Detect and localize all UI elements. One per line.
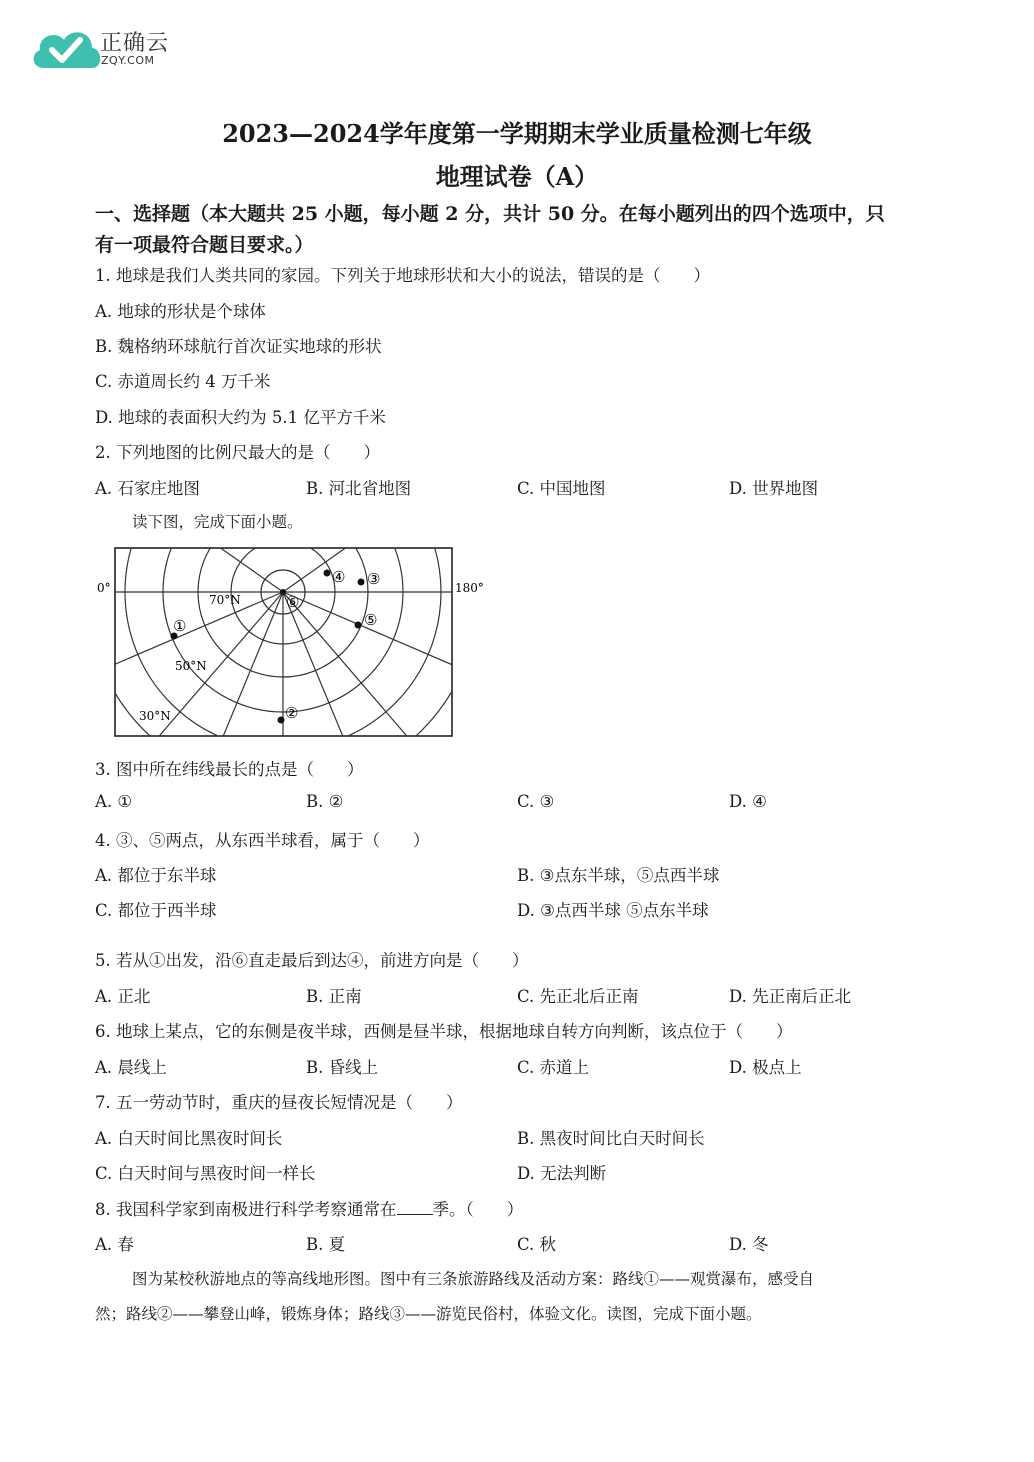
q5-option-a: A. 正北 — [95, 987, 151, 1006]
read-intro: 读下图，完成下面小题。 — [132, 513, 303, 531]
q7-option-d: D. 无法判断 — [517, 1164, 607, 1183]
q8-stem-before: 8. 我国科学家到南极进行科学考察通常在 — [95, 1200, 397, 1219]
q7-option-b: B. 黑夜时间比白天时间长 — [517, 1129, 705, 1148]
point-4 — [324, 570, 331, 577]
q2-option-a: A. 石家庄地图 — [95, 479, 200, 498]
q4-option-b: B. ③点东半球，⑤点西半球 — [517, 866, 720, 885]
q6-option-a: A. 晨线上 — [95, 1058, 167, 1077]
section-heading-line2: 有一项最符合题目要求。） — [95, 234, 314, 256]
q1-option-d: D. 地球的表面积大约为 5.1 亿平方千米 — [95, 408, 386, 427]
q5-option-b: B. 正南 — [306, 987, 362, 1006]
section-heading-line1: 一、选择题（本大题共 25 小题，每小题 2 分，共计 50 分。在每小题列出的四个选项中，只 — [95, 203, 885, 225]
q5-option-d: D. 先正南后正北 — [729, 987, 852, 1006]
map-label-180: 180° — [455, 581, 484, 595]
q7-option-a: A. 白天时间比黑夜时间长 — [95, 1129, 283, 1148]
q1-option-a: A. 地球的形状是个球体 — [95, 302, 266, 321]
exam-title: 2023—2024学年度第一学期期末学业质量检测七年级 — [222, 119, 812, 148]
brand-domain: ZQY.COM — [101, 54, 155, 67]
q3-option-c: C. ③ — [517, 792, 555, 811]
q8-answer-blank — [397, 1200, 433, 1215]
q6-option-d: D. 极点上 — [729, 1058, 802, 1077]
q4-stem: 4. ③、⑤两点，从东西半球看，属于（ ） — [95, 831, 430, 850]
q8-option-d: D. 冬 — [729, 1235, 769, 1254]
lat-label-50: 50°N — [175, 659, 207, 673]
q1-stem: 1. 地球是我们人类共同的家园。下列关于地球形状和大小的说法，错误的是（ ） — [95, 266, 710, 285]
polar-projection-map — [95, 540, 495, 744]
q8-stem-after: 季。（ ） — [432, 1200, 524, 1219]
passage-line1: 图为某校秋游地点的等高线地形图。图中有三条旅游路线及活动方案：路线①——观赏瀑布，感受自 — [132, 1270, 815, 1288]
point-2 — [278, 717, 285, 724]
point-label-4: ④ — [332, 568, 346, 586]
q7-option-c: C. 白天时间与黑夜时间一样长 — [95, 1164, 316, 1183]
q6-option-c: C. 赤道上 — [517, 1058, 590, 1077]
point-label-3: ③ — [367, 570, 381, 588]
q2-option-c: C. 中国地图 — [517, 479, 606, 498]
q8-stem — [95, 1196, 523, 1220]
point-5 — [355, 622, 362, 629]
point-label-6: ⑥ — [286, 593, 300, 611]
passage-line2: 然；路线②——攀登山峰，锻炼身体；路线③——游览民俗村，体验文化。读图，完成下面小题。 — [95, 1305, 762, 1323]
q3-option-d: D. ④ — [729, 792, 767, 811]
q2-option-d: D. 世界地图 — [729, 479, 819, 498]
q5-option-c: C. 先正北后正南 — [517, 987, 639, 1006]
q3-option-a: A. ① — [95, 792, 133, 811]
q1-option-b: B. 魏格纳环球航行首次证实地球的形状 — [95, 337, 382, 356]
point-3 — [358, 579, 365, 586]
exam-subtitle: 地理试卷（A） — [435, 162, 599, 191]
point-label-5: ⑤ — [364, 611, 378, 629]
q7-stem: 7. 五一劳动节时，重庆的昼夜长短情况是（ ） — [95, 1093, 463, 1112]
q2-stem: 2. 下列地图的比例尺最大的是（ ） — [95, 443, 380, 462]
map-label-0: 0° — [97, 581, 111, 595]
q8-option-a: A. 春 — [95, 1235, 134, 1254]
q6-stem: 6. 地球上某点，它的东侧是夜半球，西侧是昼半球，根据地球自转方向判断，该点位于（ ） — [95, 1022, 793, 1041]
q4-option-c: C. 都位于西半球 — [95, 901, 217, 920]
q5-stem: 5. 若从①出发，沿⑥直走最后到达④，前进方向是（ ） — [95, 951, 529, 970]
q1-option-c: C. 赤道周长约 4 万千米 — [95, 372, 271, 391]
q2-option-b: B. 河北省地图 — [306, 479, 412, 498]
q4-option-d: D. ③点西半球 ⑤点东半球 — [517, 901, 709, 920]
q3-option-b: B. ② — [306, 792, 344, 811]
point-label-1: ① — [173, 617, 187, 635]
q8-option-c: C. 秋 — [517, 1235, 557, 1254]
lat-label-70: 70°N — [209, 593, 241, 607]
q6-option-b: B. 昏线上 — [306, 1058, 379, 1077]
q8-option-b: B. 夏 — [306, 1235, 346, 1254]
q3-stem: 3. 图中所在纬线最长的点是（ ） — [95, 760, 364, 779]
lat-label-30: 30°N — [139, 709, 171, 723]
point-label-2: ② — [285, 704, 299, 722]
q4-option-a: A. 都位于东半球 — [95, 866, 217, 885]
brand-name: 正确云 — [100, 31, 170, 56]
